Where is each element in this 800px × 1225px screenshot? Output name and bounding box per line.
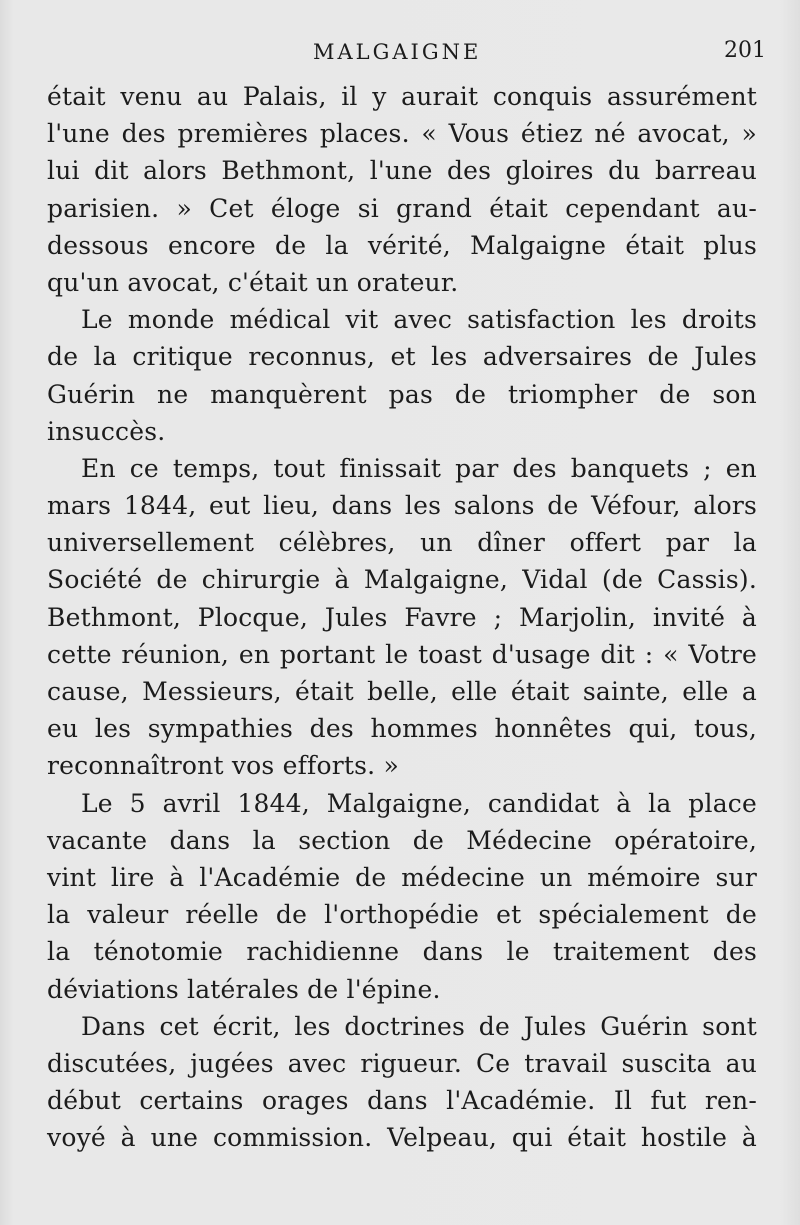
text-line: parisien. » Cet éloge si grand était cependant au- [47,193,757,223]
text-line: voyé à une commission. Velpeau, qui était hostile à [47,1123,757,1153]
text-line: dessous encore de la vérité, Malgaigne était plus [47,230,757,260]
page-number: 201 [724,38,766,63]
text-line: déviations latérales de l'épine. [47,974,441,1004]
text-line: cette réunion, en portant le toast d'usage dit : « Votre [47,639,757,669]
text-line: discutées, jugées avec rigueur. Ce travail suscita au [47,1048,757,1078]
text-line: eu les sympathies des hommes honnêtes qui, tous, [47,714,757,744]
text-line: la valeur réelle de l'orthopédie et spécialement de [47,900,757,930]
text-line: Le monde médical vit avec satisfaction les droits [81,305,757,335]
text-line: reconnaîtront vos efforts. » [47,751,399,781]
running-head [0,40,800,70]
text-line: En ce temps, tout finissait par des banquets ; en [81,453,757,483]
running-title: MALGAIGNE [313,40,482,64]
text-line: insuccès. [47,416,166,446]
text-line: cause, Messieurs, était belle, elle était sainte, elle a [47,677,757,706]
text-line: de la critique reconnus, et les adversaires de Jules [47,342,757,372]
text-line: Le 5 avril 1844, Malgaigne, candidat à la place [81,788,757,818]
text-line: mars 1844, eut lieu, dans les salons de Véfour, alors [47,491,757,521]
text-line: Dans cet écrit, les doctrines de Jules Guérin sont [81,1011,757,1041]
text-line: Bethmont, Plocque, Jules Favre ; Marjolin, invité à [47,602,757,632]
text-line: était venu au Palais, il y aurait conquis assurément [47,82,757,111]
text-line: vint lire à l'Académie de médecine un mémoire sur [47,862,757,892]
text-line: lui dit alors Bethmont, l'une des gloires du barreau [47,156,757,186]
text-line: vacante dans la section de Médecine opératoire, [47,825,757,855]
text-line: qu'un avocat, c'était un orateur. [47,267,459,297]
text-line: début certains orages dans l'Académie. Il fut ren- [47,1086,757,1116]
text-line: Guérin ne manquèrent pas de triompher de son [47,379,757,409]
body-text [47,78,757,1156]
text-line: Société de chirurgie à Malgaigne, Vidal (de Cassis). [47,565,757,595]
text-line: l'une des premières places. « Vous étiez né avocat, » [47,119,757,149]
text-line: universellement célèbres, un dîner offert par la [47,528,757,558]
text-line: la ténotomie rachidienne dans le traitement des [47,937,757,967]
